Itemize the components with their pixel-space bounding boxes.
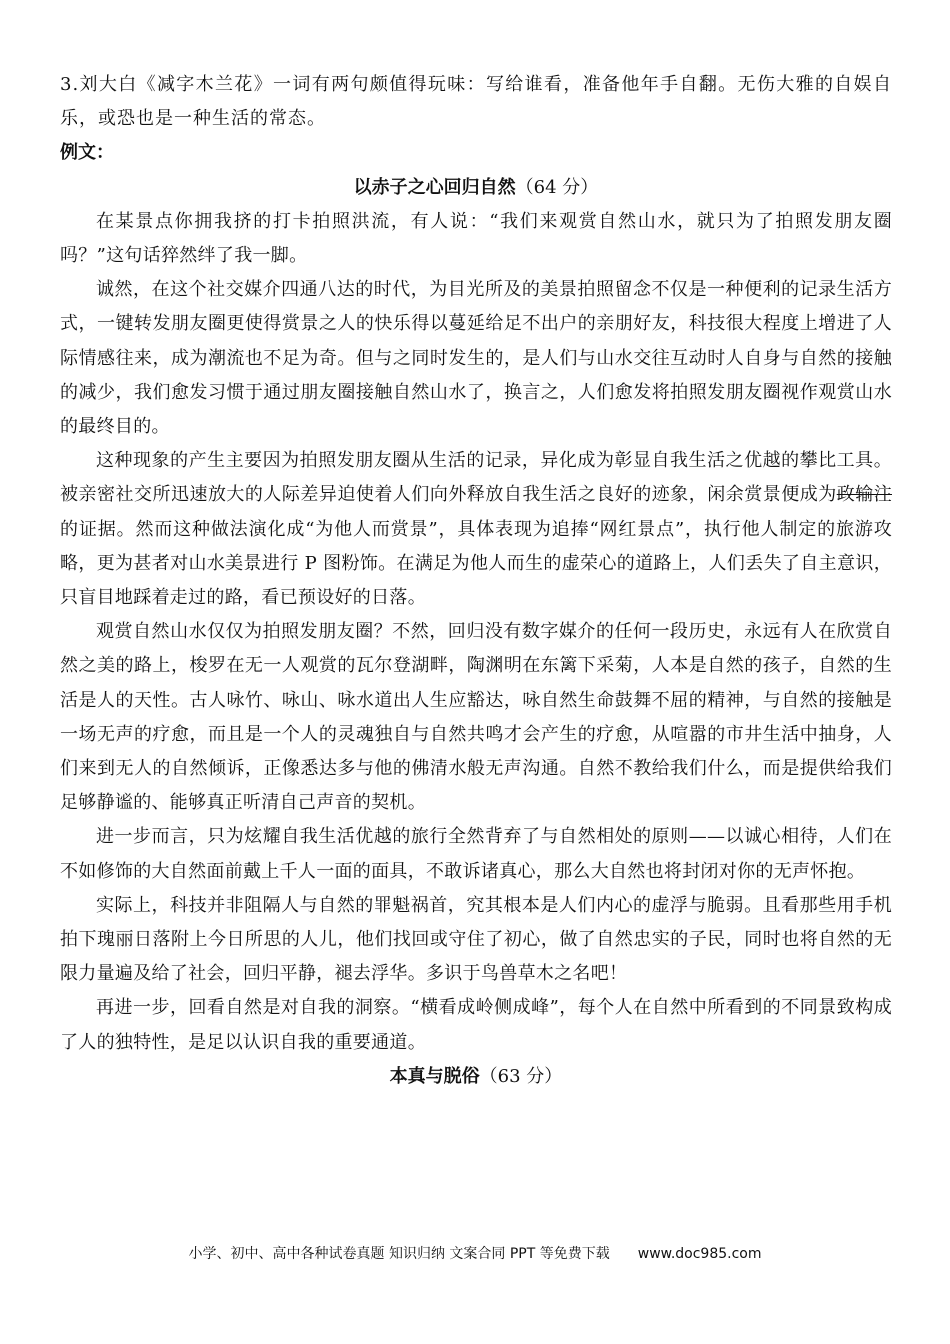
essay1-paragraph-3-part-a: 这种现象的产生主要因为拍照发朋友圈从生活的记录，异化成为彰显自我生活之优越的攀比工具。被亲密社交所迅速放大的人际差异迫使着人们向外释放自我生活之良好的迹象，闲余赏景便成为 [60,450,892,506]
essay1-paragraph-3-part-b: 的证据。然而这种做法演化成“为他人而赏景”，具体表现为追捧“网红景点”，执行他人制定的旅游攻略，更为甚者对山水美景进行 P 图粉饰。在满足为他人而生的虚荣心的道路上，人们丢失了自主意识，只盲目地踩着走过的路，看已预设好的日落。 [60,518,892,609]
intro-paragraph: 3.刘大白《减字木兰花》一词有两句颇值得玩味：写给谁看，准备他年手自翻。无伤大雅的自娱自乐，或恐也是一种生活的常态。 [60,74,892,130]
page-footer [0,1243,950,1263]
essay1-paragraph-1: 在某景点你拥我挤的打卡拍照洪流，有人说：“我们来观赏自然山水，就只为了拍照发朋友圈吗？”这句话猝然绊了我一脚。 [60,210,892,267]
essay1-paragraph-3 [60,444,892,615]
essay1-title-line [60,171,892,205]
example-label: 例文： [60,142,114,164]
footer-text: 小学、初中、高中各种试卷真题 知识归纳 文案合同 PPT 等免费下载 [188,1246,610,1262]
essay1-score: （64 分） [515,176,599,198]
essay1-paragraph-4: 观赏自然山水仅仅为拍照发朋友圈？不然，回归没有数字媒介的任何一段历史，永远有人在欣赏自然之美的路上，梭罗在无一人观赏的瓦尔登湖畔，陶渊明在东篱下采菊，人本是自然的孩子，自然的生活是人的天性。古人咏竹、咏山、咏水道出人生应豁达，咏自然生命鼓舞不屈的精神，与自然的接触是一场无声的疗愈，而且是一个人的灵魂独自与自然共鸣才会产生的疗愈，从喧嚣的市井生活中抽身，人们来到无人的自然倾诉，正像悉达多与他的佛清水般无声沟通。自然不教给我们什么，而是提供给我们足够静谧的、能够真正听清自己声音的契机。 [60,621,892,814]
essay1-title: 以赤子之心回归自然 [353,176,516,198]
footer-site-link[interactable]: www.doc985.com [637,1246,762,1262]
essay2-score: （63 分） [479,1065,563,1087]
document-body [60,68,892,1094]
essay1-paragraph-6: 实际上，科技并非阻隔人与自然的罪魁祸首，究其根本是人们内心的虚浮与脆弱。且看那些用手机拍下瑰丽日落附上今日所思的人儿，他们找回或守住了初心，做了自然忠实的子民，同时也将自然的无限力量遍及给了社会，回归平静，褪去浮华。多识于鸟兽草木之名吧！ [60,894,892,985]
essay1-paragraph-2: 诚然，在这个社交媒介四通八达的时代，为目光所及的美景拍照留念不仅是一种便利的记录生活方式，一键转发朋友圈更使得赏景之人的快乐得以蔓延给足不出户的亲朋好友，科技很大程度上增进了人际情感往来，成为潮流也不足为奇。但与之同时发生的，是人们与山水交往互动时人自身与自然的接触的减少，我们愈发习惯于通过朋友圈接触自然山水了，换言之，人们愈发将拍照发朋友圈视作观赏山水的最终目的。 [60,279,892,438]
essay2-title: 本真与脱俗 [389,1065,480,1087]
essay2-title-line [60,1060,892,1094]
struck-through-text: 政输注 [836,484,892,506]
essay1-paragraph-7: 再进一步，回看自然是对自我的洞察。“横看成岭侧成峰”，每个人在自然中所看到的不同景致构成了人的独特性，是足以认识自我的重要通道。 [60,997,892,1053]
essay1-paragraph-5: 进一步而言，只为炫耀自我生活优越的旅行全然背弃了与自然相处的原则——以诚心相待，人们在不如修饰的大自然面前戴上千人一面的面具，不敢诉诸真心，那么大自然也将封闭对你的无声怀抱。 [60,826,892,882]
